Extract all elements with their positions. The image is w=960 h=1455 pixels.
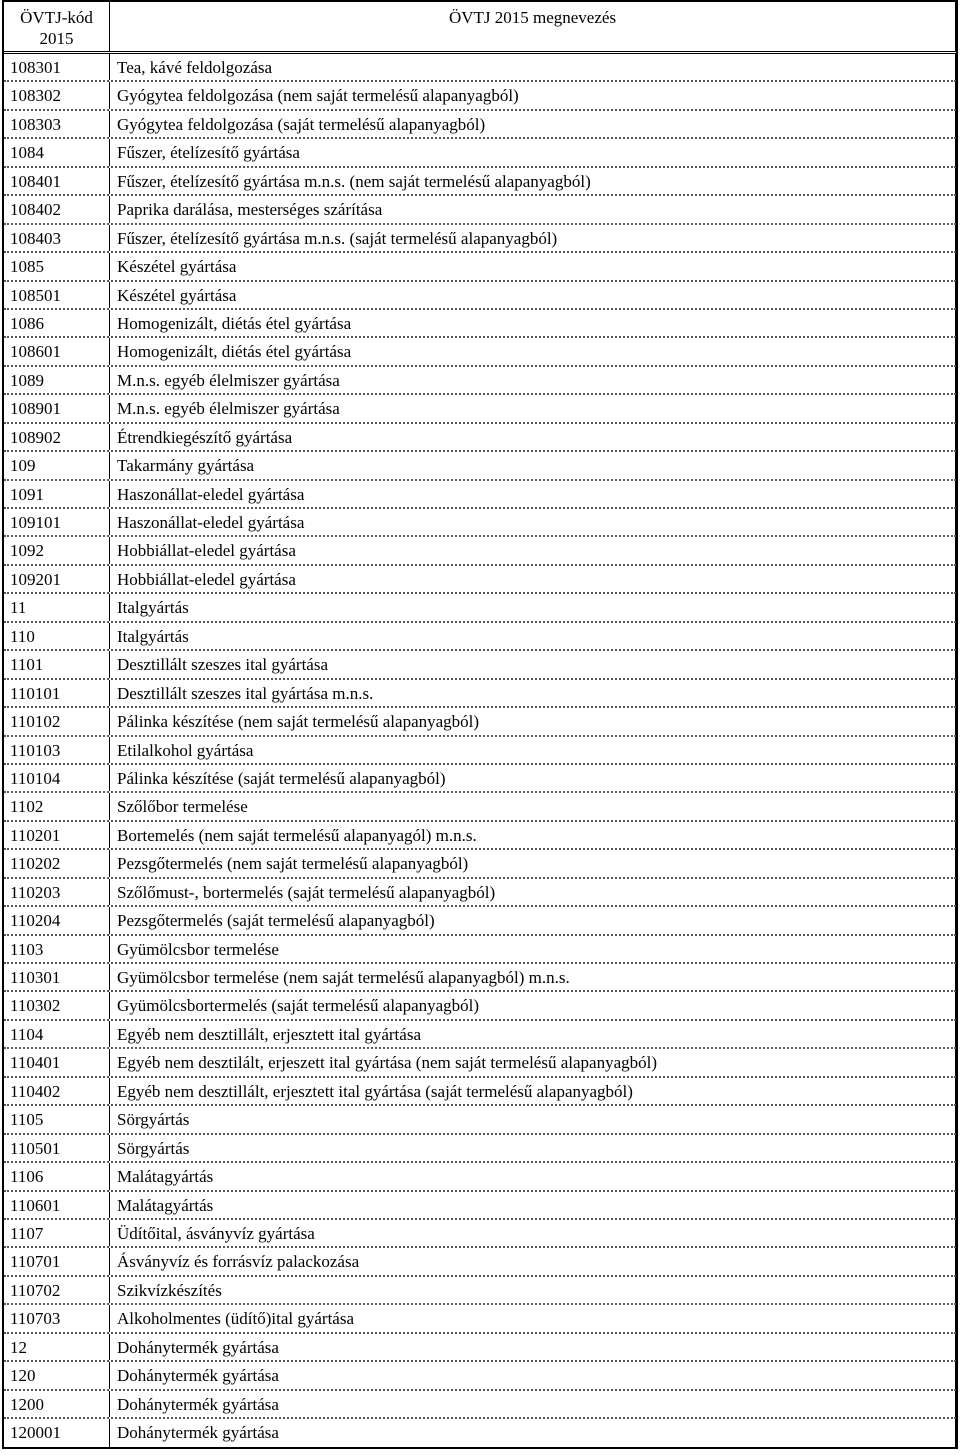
table-row [4, 1248, 956, 1276]
table-row [4, 282, 956, 310]
row-code: 1084 [4, 139, 110, 165]
table-row [4, 395, 956, 423]
row-code: 11 [4, 594, 110, 620]
table-row [4, 680, 956, 708]
row-name: Fűszer, ételízesítő gyártása m.n.s. (nem saját termelésű alapanyagból) [110, 168, 956, 194]
row-name: Pálinka készítése (nem saját termelésű alapanyagból) [110, 708, 956, 734]
row-code: 108501 [4, 282, 110, 308]
row-name: Üdítőital, ásványvíz gyártása [110, 1220, 956, 1246]
table-row [4, 253, 956, 281]
row-name: Gyümölcsbor termelése [110, 936, 956, 962]
table-row [4, 310, 956, 338]
row-name: Etilalkohol gyártása [110, 737, 956, 763]
code-table [2, 0, 958, 1449]
row-name: Egyéb nem desztillált, erjesztett ital gyártása (saját termelésű alapanyagból) [110, 1078, 956, 1104]
table-row [4, 111, 956, 139]
row-code: 110702 [4, 1277, 110, 1303]
row-name: Fűszer, ételízesítő gyártása m.n.s. (saját termelésű alapanyagból) [110, 225, 956, 251]
row-code: 110301 [4, 964, 110, 990]
row-name: Gyümölcsbor termelése (nem saját termelésű alapanyagból) m.n.s. [110, 964, 956, 990]
row-name: Szikvízkészítés [110, 1277, 956, 1303]
row-code: 109101 [4, 509, 110, 535]
table-row [4, 992, 956, 1020]
row-code: 12 [4, 1334, 110, 1360]
table-row [4, 1362, 956, 1390]
table-row [4, 936, 956, 964]
header-code-year: 2015 [39, 29, 74, 48]
table-row [4, 1192, 956, 1220]
row-code: 110402 [4, 1078, 110, 1104]
table-row [4, 1419, 956, 1447]
row-code: 110204 [4, 907, 110, 933]
row-code: 110201 [4, 822, 110, 848]
row-code: 120001 [4, 1419, 110, 1447]
row-name: Italgyártás [110, 594, 956, 620]
table-row [4, 651, 956, 679]
row-name: Szőlőmust-, bortermelés (saját termelésű alapanyagból) [110, 879, 956, 905]
row-name: Tea, kávé feldolgozása [110, 54, 956, 80]
row-code: 1102 [4, 793, 110, 819]
header-code-label: ÖVTJ-kód [20, 8, 93, 27]
row-code: 110203 [4, 879, 110, 905]
table-row [4, 1135, 956, 1163]
row-name: Sörgyártás [110, 1135, 956, 1161]
table-row [4, 1277, 956, 1305]
table-row [4, 168, 956, 196]
row-name: Készétel gyártása [110, 253, 956, 279]
table-row [4, 537, 956, 565]
table-row [4, 1078, 956, 1106]
header-name-column [110, 2, 956, 51]
row-code: 1107 [4, 1220, 110, 1246]
table-header [4, 2, 956, 54]
row-code: 1089 [4, 367, 110, 393]
row-code: 108401 [4, 168, 110, 194]
row-code: 1091 [4, 481, 110, 507]
row-name: Ásványvíz és forrásvíz palackozása [110, 1248, 956, 1274]
table-row [4, 139, 956, 167]
row-code: 1092 [4, 537, 110, 563]
row-code: 1105 [4, 1106, 110, 1132]
table-row [4, 1220, 956, 1248]
table-row [4, 1021, 956, 1049]
row-code: 110401 [4, 1049, 110, 1075]
row-name: Paprika darálása, mesterséges szárítása [110, 196, 956, 222]
row-name: Takarmány gyártása [110, 452, 956, 478]
row-name: Malátagyártás [110, 1163, 956, 1189]
table-row [4, 737, 956, 765]
header-name-label: ÖVTJ 2015 megnevezés [448, 8, 617, 27]
row-name: Dohánytermék gyártása [110, 1419, 956, 1447]
row-name: Egyéb nem desztillált, erjesztett ital gyártása [110, 1021, 956, 1047]
row-name: M.n.s. egyéb élelmiszer gyártása [110, 367, 956, 393]
row-name: Pezsgőtermelés (nem saját termelésű alapanyagból) [110, 850, 956, 876]
table-row [4, 1106, 956, 1134]
table-row [4, 594, 956, 622]
row-code: 1200 [4, 1391, 110, 1417]
row-name: Pezsgőtermelés (saját termelésű alapanyagból) [110, 907, 956, 933]
row-code: 108301 [4, 54, 110, 80]
row-name: Készétel gyártása [110, 282, 956, 308]
row-code: 108902 [4, 424, 110, 450]
table-row [4, 424, 956, 452]
row-code: 120 [4, 1362, 110, 1388]
table-row [4, 1391, 956, 1419]
table-row [4, 225, 956, 253]
table-row [4, 850, 956, 878]
table-row [4, 1163, 956, 1191]
row-code: 1106 [4, 1163, 110, 1189]
row-code: 110701 [4, 1248, 110, 1274]
table-row [4, 879, 956, 907]
row-code: 108601 [4, 338, 110, 364]
row-code: 110101 [4, 680, 110, 706]
row-name: Szőlőbor termelése [110, 793, 956, 819]
row-name: Étrendkiegészítő gyártása [110, 424, 956, 450]
row-name: Homogenizált, diétás étel gyártása [110, 338, 956, 364]
row-name: Alkoholmentes (üdítő)ital gyártása [110, 1305, 956, 1331]
table-row [4, 452, 956, 480]
row-name: Egyéb nem desztilált, erjeszett ital gyártása (nem saját termelésű alapanyagból) [110, 1049, 956, 1075]
row-name: Hobbiállat-eledel gyártása [110, 566, 956, 592]
row-name: Gyógytea feldolgozása (nem saját termelésű alapanyagból) [110, 82, 956, 108]
row-code: 110 [4, 623, 110, 649]
table-row [4, 481, 956, 509]
row-name: Dohánytermék gyártása [110, 1334, 956, 1360]
row-name: Gyümölcsbortermelés (saját termelésű alapanyagból) [110, 992, 956, 1018]
table-row [4, 1049, 956, 1077]
row-name: Hobbiállat-eledel gyártása [110, 537, 956, 563]
row-code: 1086 [4, 310, 110, 336]
row-code: 108402 [4, 196, 110, 222]
row-name: Fűszer, ételízesítő gyártása [110, 139, 956, 165]
table-row [4, 54, 956, 82]
row-code: 110103 [4, 737, 110, 763]
table-row [4, 907, 956, 935]
table-row [4, 822, 956, 850]
row-code: 109 [4, 452, 110, 478]
row-code: 1104 [4, 1021, 110, 1047]
table-row [4, 765, 956, 793]
row-code: 108303 [4, 111, 110, 137]
table-row [4, 509, 956, 537]
table-row [4, 1305, 956, 1333]
row-code: 108302 [4, 82, 110, 108]
row-name: Haszonállat-eledel gyártása [110, 481, 956, 507]
row-code: 1103 [4, 936, 110, 962]
row-code: 110703 [4, 1305, 110, 1331]
row-code: 110601 [4, 1192, 110, 1218]
row-code: 1085 [4, 253, 110, 279]
table-row [4, 1334, 956, 1362]
row-name: M.n.s. egyéb élelmiszer gyártása [110, 395, 956, 421]
table-row [4, 964, 956, 992]
row-name: Gyógytea feldolgozása (saját termelésű alapanyagból) [110, 111, 956, 137]
row-name: Pálinka készítése (saját termelésű alapanyagból) [110, 765, 956, 791]
header-code-column [4, 2, 110, 51]
row-code: 108901 [4, 395, 110, 421]
table-row [4, 367, 956, 395]
table-row [4, 708, 956, 736]
row-name: Homogenizált, diétás étel gyártása [110, 310, 956, 336]
table-row [4, 793, 956, 821]
table-row [4, 338, 956, 366]
table-body [4, 54, 956, 1447]
row-name: Malátagyártás [110, 1192, 956, 1218]
row-code: 110104 [4, 765, 110, 791]
row-code: 110501 [4, 1135, 110, 1161]
row-code: 109201 [4, 566, 110, 592]
table-row [4, 196, 956, 224]
row-code: 110102 [4, 708, 110, 734]
table-row [4, 566, 956, 594]
row-name: Desztillált szeszes ital gyártása [110, 651, 956, 677]
row-code: 110202 [4, 850, 110, 876]
row-name: Dohánytermék gyártása [110, 1362, 956, 1388]
row-name: Sörgyártás [110, 1106, 956, 1132]
row-name: Bortemelés (nem saját termelésű alapanyagól) m.n.s. [110, 822, 956, 848]
row-name: Desztillált szeszes ital gyártása m.n.s. [110, 680, 956, 706]
row-name: Italgyártás [110, 623, 956, 649]
row-code: 1101 [4, 651, 110, 677]
row-name: Haszonállat-eledel gyártása [110, 509, 956, 535]
table-row [4, 623, 956, 651]
table-row [4, 82, 956, 110]
row-name: Dohánytermék gyártása [110, 1391, 956, 1417]
row-code: 108403 [4, 225, 110, 251]
row-code: 110302 [4, 992, 110, 1018]
